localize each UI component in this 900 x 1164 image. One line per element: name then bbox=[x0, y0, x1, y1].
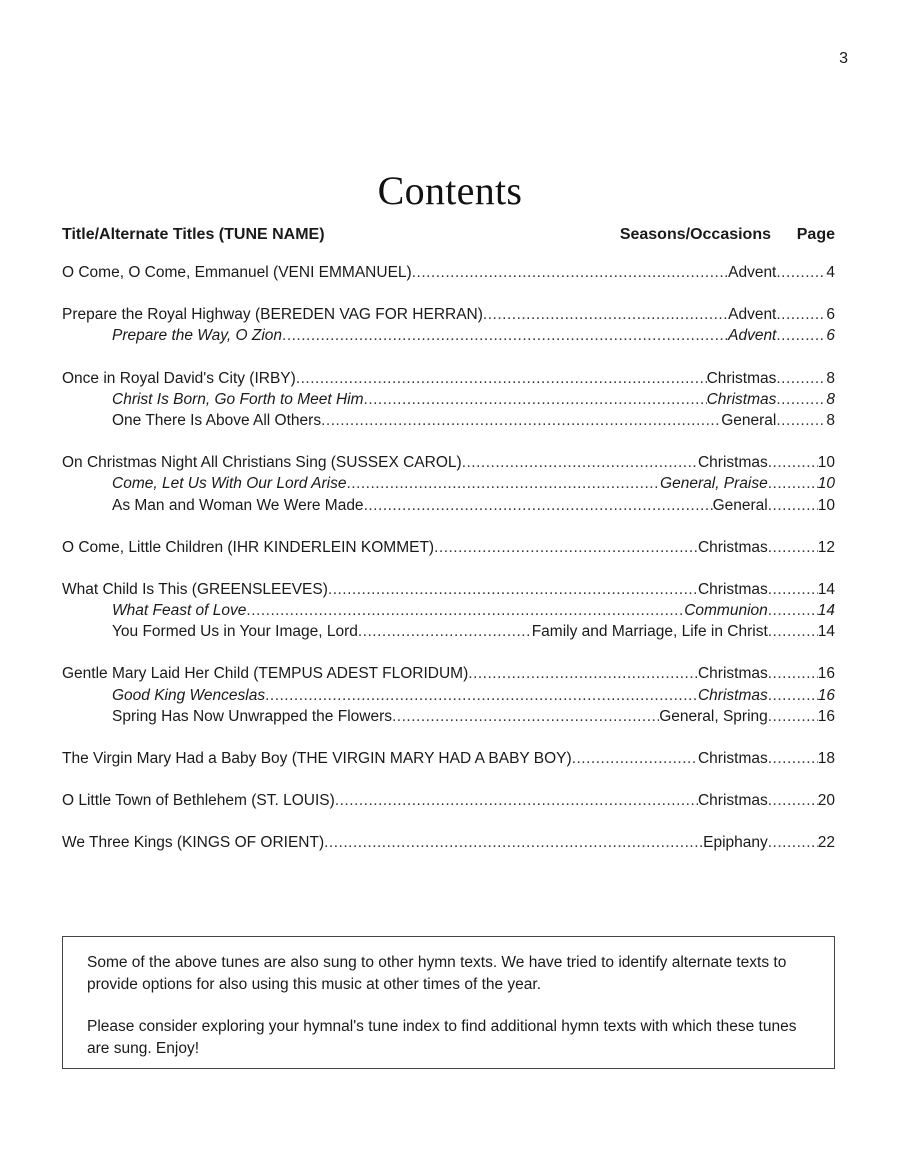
entry-title: We Three Kings (KINGS OF ORIENT) bbox=[62, 834, 325, 852]
entry-page: 18 bbox=[817, 750, 835, 767]
entry-season: Advent bbox=[728, 306, 777, 324]
dot-leader bbox=[776, 368, 826, 389]
toc-entry bbox=[62, 368, 835, 389]
toc-entry bbox=[62, 748, 835, 769]
dot-leader bbox=[768, 473, 818, 494]
toc-entry bbox=[62, 304, 835, 325]
entry-title: Prepare the Royal Highway (BEREDEN VAG FOR HERRAN) bbox=[62, 306, 483, 324]
entry-page: 8 bbox=[826, 369, 835, 387]
toc-group bbox=[62, 537, 835, 558]
note-paragraph-1: Some of the above tunes are also sung to other hymn texts. We have tried to identify alternate texts to provide options for also using this music at other times of the year. bbox=[87, 954, 787, 993]
entry-season: Advent bbox=[728, 327, 777, 345]
dot-leader bbox=[468, 663, 698, 684]
dot-leader bbox=[776, 262, 826, 283]
header-season-column: Seasons/Occasions bbox=[619, 226, 771, 243]
entry-page: 6 bbox=[826, 306, 835, 324]
entry-page: 16 bbox=[817, 707, 835, 725]
toc-entry bbox=[62, 452, 835, 473]
toc-entry bbox=[62, 262, 835, 283]
entry-title: Good King Wenceslas bbox=[112, 686, 266, 704]
entry-title: One There Is Above All Others bbox=[112, 411, 322, 429]
toc-header bbox=[62, 222, 835, 248]
page-title: Contents bbox=[377, 167, 523, 213]
dot-leader bbox=[335, 790, 698, 811]
note-paragraph-2: Please consider exploring your hymnal's tune index to find additional hymn texts with which these tunes are sung. Enjoy! bbox=[87, 1018, 797, 1057]
toc-entry-alternate bbox=[62, 621, 835, 642]
dot-leader bbox=[768, 663, 818, 684]
dot-leader bbox=[296, 368, 707, 389]
entry-page: 4 bbox=[826, 264, 835, 281]
toc-entry bbox=[62, 663, 835, 684]
toc-entry bbox=[62, 579, 835, 600]
entry-page: 14 bbox=[817, 623, 835, 641]
dot-leader bbox=[768, 748, 818, 769]
dot-leader bbox=[776, 325, 826, 346]
entry-title: What Child Is This (GREENSLEEVES) bbox=[62, 580, 328, 598]
dot-leader bbox=[768, 790, 818, 811]
page-number: 3 bbox=[839, 50, 848, 67]
header-title-column: Title/Alternate Titles (TUNE NAME) bbox=[62, 226, 325, 243]
toc-list bbox=[62, 262, 835, 854]
entry-page: 10 bbox=[817, 454, 835, 472]
dot-leader bbox=[412, 262, 728, 283]
dot-leader bbox=[392, 706, 659, 727]
dot-leader bbox=[768, 452, 818, 473]
entry-season: Christmas bbox=[697, 792, 768, 810]
entry-title: As Man and Woman We Were Made bbox=[112, 496, 364, 514]
toc-entry-alternate bbox=[62, 600, 835, 621]
entry-page: 10 bbox=[817, 496, 835, 514]
entry-title: You Formed Us in Your Image, Lord bbox=[112, 623, 358, 641]
entry-season: Christmas bbox=[697, 665, 768, 683]
toc-entry-alternate bbox=[62, 473, 835, 494]
toc-entry-alternate bbox=[62, 325, 835, 346]
toc-entry-alternate bbox=[62, 389, 835, 410]
entry-season: General bbox=[721, 411, 777, 429]
entry-season: Christmas bbox=[697, 580, 768, 598]
dot-leader bbox=[328, 579, 698, 600]
dot-leader bbox=[246, 600, 684, 621]
entry-page: 20 bbox=[817, 792, 835, 810]
toc-entry-alternate bbox=[62, 685, 835, 706]
entry-title: On Christmas Night All Christians Sing (SUSSEX CAROL) bbox=[62, 454, 462, 472]
note-box bbox=[62, 936, 835, 1069]
dot-leader bbox=[768, 495, 818, 516]
dot-leader bbox=[768, 600, 818, 621]
entry-season: Christmas bbox=[706, 390, 777, 408]
toc-group bbox=[62, 790, 835, 811]
dot-leader bbox=[768, 706, 818, 727]
dot-leader bbox=[358, 621, 532, 642]
entry-page: 16 bbox=[817, 665, 835, 683]
toc-entry-alternate bbox=[62, 495, 835, 516]
toc-entry bbox=[62, 537, 835, 558]
entry-season: Christmas bbox=[697, 454, 768, 472]
table-of-contents bbox=[62, 222, 835, 875]
dot-leader bbox=[434, 537, 698, 558]
dot-leader bbox=[776, 410, 826, 431]
entry-page: 8 bbox=[826, 411, 835, 429]
dot-leader bbox=[768, 685, 818, 706]
entry-title: Once in Royal David's City (IRBY) bbox=[62, 369, 296, 387]
entry-season: General, Praise bbox=[660, 475, 768, 493]
toc-entry-alternate bbox=[62, 410, 835, 431]
dot-leader bbox=[768, 537, 818, 558]
toc-group bbox=[62, 304, 835, 346]
toc-entry bbox=[62, 832, 835, 853]
entry-season: General, Spring bbox=[659, 707, 768, 725]
dot-leader bbox=[776, 304, 826, 325]
dot-leader bbox=[768, 832, 818, 853]
dot-leader bbox=[321, 410, 721, 431]
entry-season: Epiphany bbox=[703, 834, 768, 852]
toc-group bbox=[62, 452, 835, 516]
entry-title: Come, Let Us With Our Lord Arise bbox=[112, 475, 347, 493]
entry-title: O Come, O Come, Emmanuel (VENI EMMANUEL) bbox=[62, 264, 412, 281]
entry-page: 6 bbox=[826, 327, 835, 345]
entry-page: 14 bbox=[817, 602, 835, 620]
entry-season: Christmas bbox=[697, 538, 768, 556]
entry-season: Christmas bbox=[697, 750, 768, 767]
entry-season: Advent bbox=[728, 264, 777, 281]
entry-page: 12 bbox=[817, 538, 835, 556]
entry-page: 16 bbox=[817, 686, 835, 704]
entry-page: 14 bbox=[817, 580, 835, 598]
toc-entry bbox=[62, 790, 835, 811]
entry-title: What Feast of Love bbox=[112, 602, 247, 620]
entry-title: Spring Has Now Unwrapped the Flowers bbox=[112, 707, 392, 725]
toc-group bbox=[62, 832, 835, 853]
dot-leader bbox=[572, 748, 698, 769]
dot-leader bbox=[346, 473, 660, 494]
dot-leader bbox=[364, 389, 707, 410]
header-page-column: Page bbox=[796, 226, 835, 243]
entry-title: The Virgin Mary Had a Baby Boy (THE VIRGIN MARY HAD A BABY BOY) bbox=[62, 750, 572, 767]
dot-leader bbox=[265, 685, 698, 706]
dot-leader bbox=[282, 325, 728, 346]
toc-group bbox=[62, 748, 835, 769]
entry-title: Gentle Mary Laid Her Child (TEMPUS ADEST FLORIDUM) bbox=[62, 665, 469, 683]
entry-season: Family and Marriage, Life in Christ bbox=[531, 623, 768, 641]
toc-group bbox=[62, 262, 835, 283]
entry-title: O Little Town of Bethlehem (ST. LOUIS) bbox=[62, 792, 335, 810]
entry-season: Christmas bbox=[706, 369, 777, 387]
entry-title: O Come, Little Children (IHR KINDERLEIN KOMMET) bbox=[62, 538, 435, 556]
entry-page: 8 bbox=[826, 390, 835, 408]
dot-leader bbox=[483, 304, 728, 325]
entry-page: 22 bbox=[817, 834, 835, 852]
dot-leader bbox=[768, 621, 818, 642]
entry-title: Prepare the Way, O Zion bbox=[112, 327, 283, 345]
dot-leader bbox=[768, 579, 818, 600]
entry-title: Christ Is Born, Go Forth to Meet Him bbox=[112, 390, 364, 408]
entry-page: 10 bbox=[817, 475, 835, 493]
dot-leader bbox=[364, 495, 713, 516]
dot-leader bbox=[324, 832, 703, 853]
entry-season: Communion bbox=[684, 602, 768, 620]
toc-group bbox=[62, 579, 835, 643]
toc-entry-alternate bbox=[62, 706, 835, 727]
dot-leader bbox=[462, 452, 698, 473]
dot-leader bbox=[776, 389, 826, 410]
entry-season: Christmas bbox=[697, 686, 768, 704]
entry-season: General bbox=[712, 496, 768, 514]
toc-group bbox=[62, 368, 835, 432]
toc-group bbox=[62, 663, 835, 727]
